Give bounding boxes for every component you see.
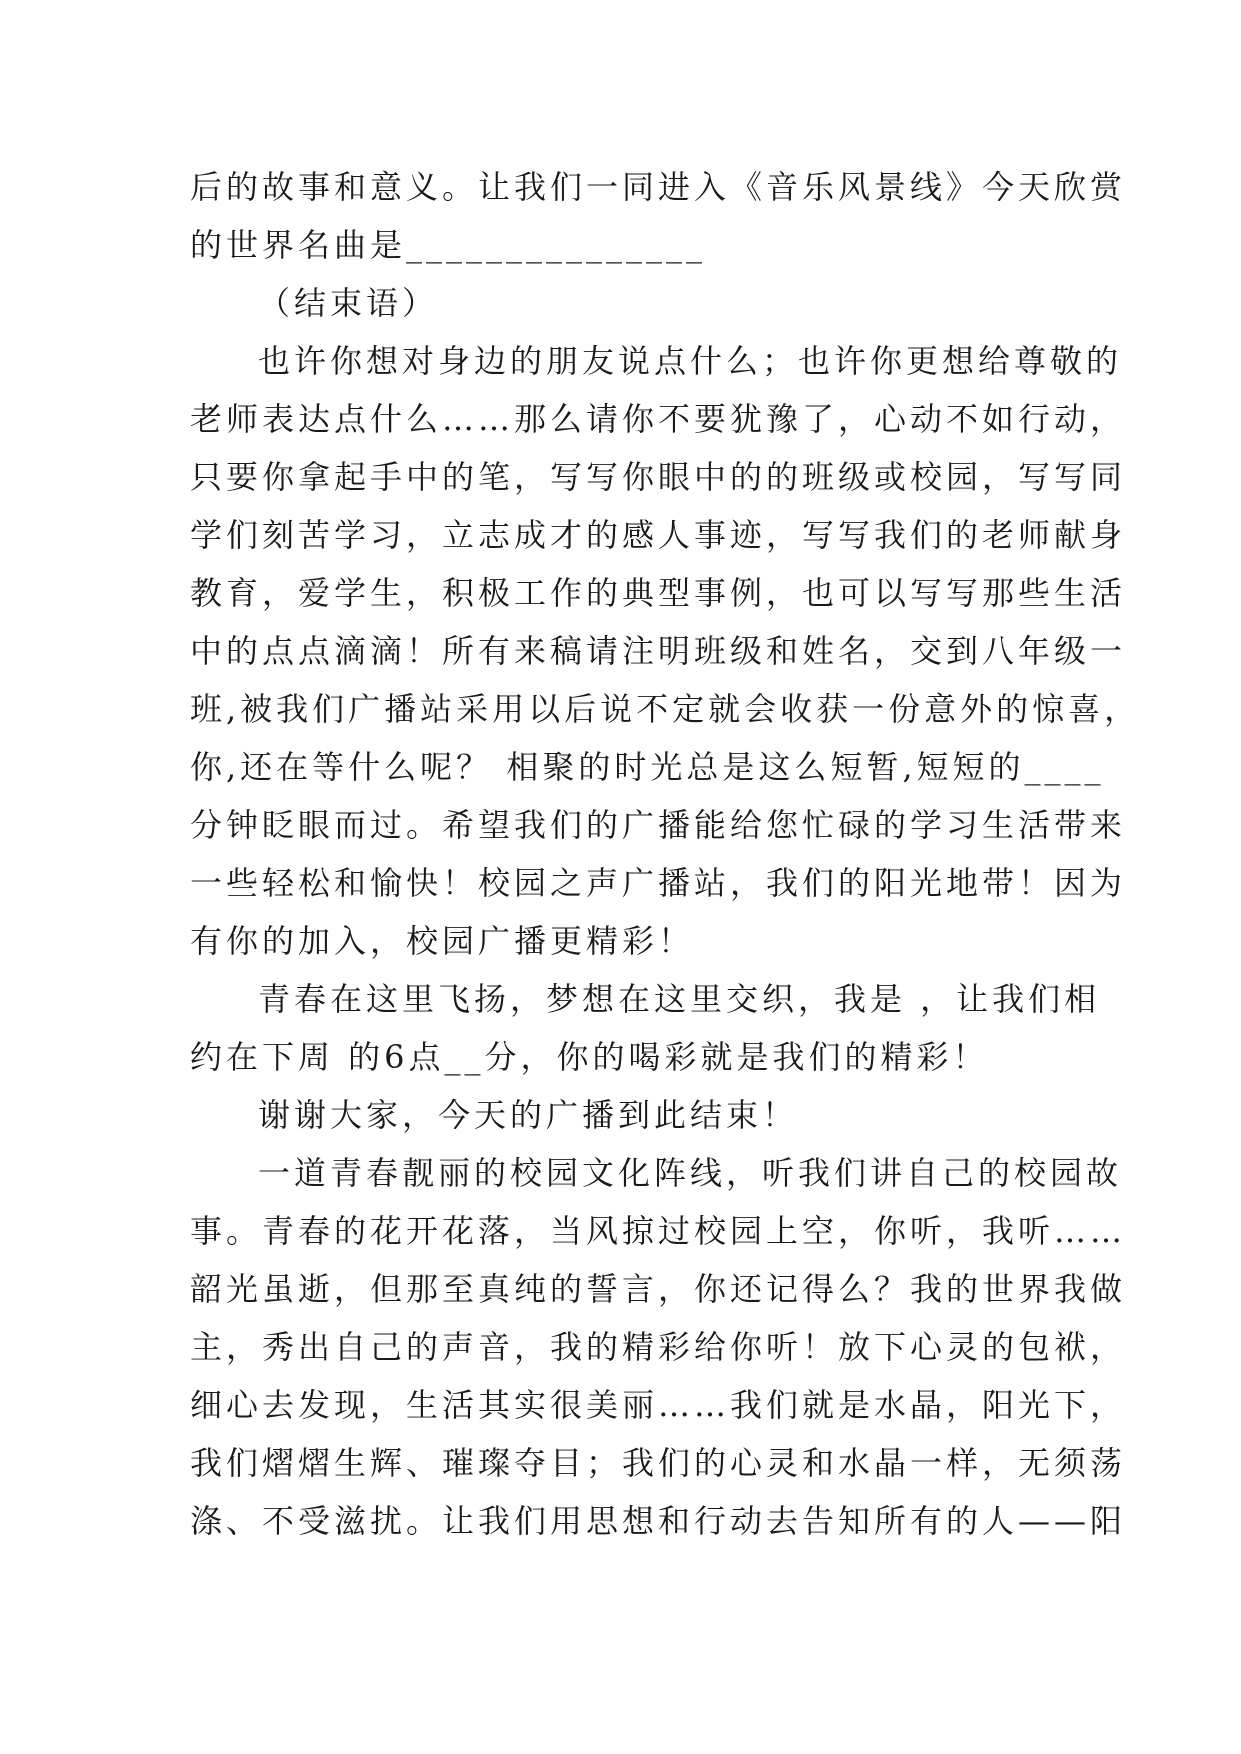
text-line: 一道青春靓丽的校园文化阵线，听我们讲自己的校园故 — [258, 1154, 1123, 1192]
text-line: 事。青春的花开花落，当风掠过校园上空，你听，我听…… — [190, 1212, 1127, 1250]
text-line: 学们刻苦学习，立志成才的感人事迹，写写我们的老师献身 — [190, 516, 1127, 554]
text-line: 后的故事和意义。让我们一同进入《音乐风景线》今天欣赏 — [190, 168, 1127, 206]
text-line: 教育，爱学生，积极工作的典型事例，也可以写写那些生活 — [190, 574, 1127, 612]
text-line: 韶光虽逝，但那至真纯的誓言，你还记得么？我的世界我做 — [190, 1270, 1127, 1308]
text-line: 老师表达点什么……那么请你不要犹豫了，心动不如行动， — [190, 400, 1127, 438]
text-line: 约在下周 的6点__分，你的喝彩就是我们的精彩！ — [190, 1038, 989, 1076]
text-line: 细心去发现，生活其实很美丽……我们就是水晶，阳光下， — [190, 1386, 1127, 1424]
text-line: 你,还在等什么呢？ 相聚的时光总是这么短暂,短短的____ — [190, 748, 1105, 786]
body-text — [190, 158, 1141, 1550]
text-line: 青春在这里飞扬，梦想在这里交织，我是 ，让我们相 — [258, 980, 1101, 1018]
text-line: （结束语） — [258, 284, 439, 322]
text-line: 中的点点滴滴！所有来稿请注明班级和姓名，交到八年级一 — [190, 632, 1127, 670]
text-line: 谢谢大家，今天的广播到此结束！ — [258, 1096, 799, 1134]
text-line: 只要你拿起手中的笔，写写你眼中的的班级或校园，写写同 — [190, 458, 1127, 496]
text-line: 主，秀出自己的声音，我的精彩给你听！放下心灵的包袱， — [190, 1328, 1127, 1366]
text-line: 有你的加入，校园广播更精彩！ — [190, 922, 695, 960]
text-line: 涤、不受滋扰。让我们用思想和行动去告知所有的人——阳 — [190, 1502, 1127, 1540]
text-line: 分钟眨眼而过。希望我们的广播能给您忙碌的学习生活带来 — [190, 806, 1127, 844]
text-line: 的世界名曲是_______________ — [190, 226, 707, 264]
text-line: 班,被我们广播站采用以后说不定就会收获一份意外的惊喜， — [190, 690, 1141, 728]
text-line: 一些轻松和愉快！校园之声广播站，我们的阳光地带！因为 — [190, 864, 1127, 902]
text-line: 也许你想对身边的朋友说点什么；也许你更想给尊敬的 — [258, 342, 1123, 380]
text-line: 我们熠熠生辉、璀璨夺目；我们的心灵和水晶一样，无须荡 — [190, 1444, 1127, 1482]
